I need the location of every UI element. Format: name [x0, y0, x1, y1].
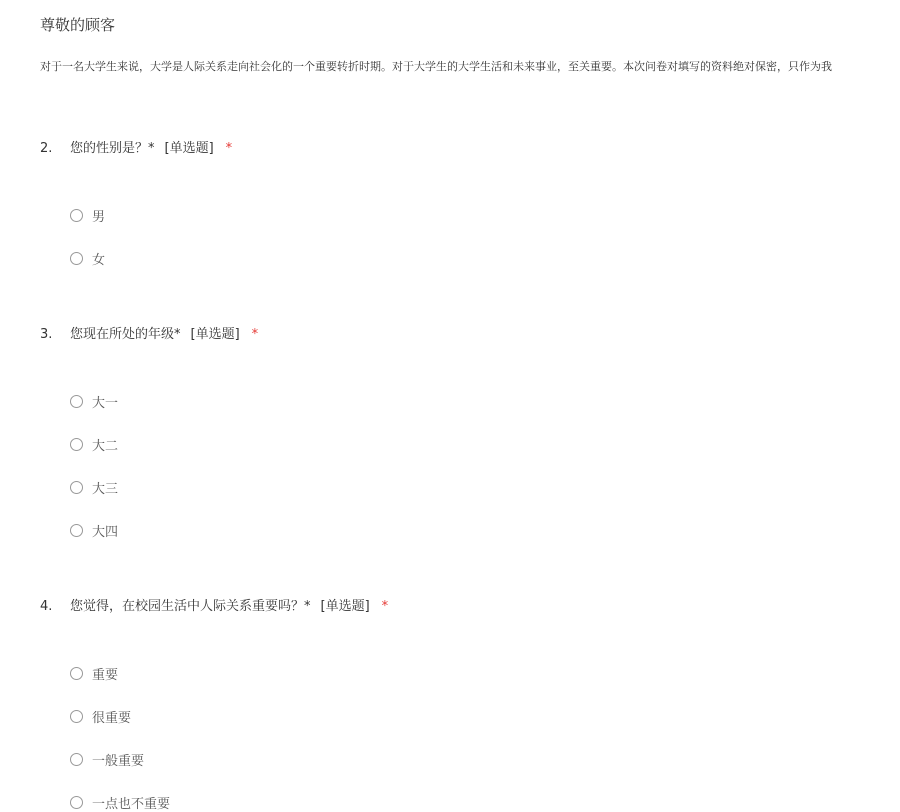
- greeting-title: 尊敬的顾客: [40, 16, 116, 34]
- option-label: 男: [92, 209, 106, 225]
- question-2-header: [40, 137, 232, 156]
- radio-button[interactable]: [70, 796, 83, 809]
- required-marker: *: [225, 141, 233, 156]
- question-number: 4.: [40, 599, 53, 614]
- option-male[interactable]: [70, 206, 105, 224]
- option-label: 大二: [92, 438, 119, 454]
- option-female[interactable]: [70, 249, 105, 267]
- question-title: 您觉得，在校园生活中人际关系重要吗？*: [70, 599, 311, 614]
- radio-button[interactable]: [70, 481, 83, 494]
- option-moderately-important[interactable]: [70, 750, 144, 768]
- option-senior[interactable]: [70, 521, 118, 539]
- radio-button[interactable]: [70, 209, 83, 222]
- question-number: 2.: [40, 141, 53, 156]
- option-label: 重要: [92, 667, 119, 683]
- option-label: 一点也不重要: [92, 796, 171, 812]
- option-junior[interactable]: [70, 478, 118, 496]
- option-important[interactable]: [70, 664, 118, 682]
- radio-button[interactable]: [70, 524, 83, 537]
- question-title: 您的性别是？*: [70, 141, 155, 156]
- option-freshman[interactable]: [70, 392, 118, 410]
- survey-intro: 对于一名大学生来说，大学是人际关系走向社会化的一个重要转折时期。对于大学生的大学生活和未来事业，至关重要。本次问卷对填写的资料绝对保密，只作为我: [40, 60, 832, 73]
- option-very-important[interactable]: [70, 707, 131, 725]
- required-marker: *: [251, 327, 259, 342]
- radio-button[interactable]: [70, 395, 83, 408]
- option-label: 大四: [92, 524, 119, 540]
- radio-button[interactable]: [70, 667, 83, 680]
- option-label: 大三: [92, 481, 119, 497]
- question-type: [单选题]: [190, 327, 240, 342]
- question-number: 3.: [40, 327, 53, 342]
- radio-button[interactable]: [70, 753, 83, 766]
- question-title: 您现在所处的年级*: [70, 327, 181, 342]
- option-label: 大一: [92, 395, 119, 411]
- required-marker: *: [381, 599, 389, 614]
- question-type: [单选题]: [164, 141, 214, 156]
- question-3-header: [40, 323, 258, 342]
- question-type: [单选题]: [320, 599, 370, 614]
- option-label: 很重要: [92, 710, 132, 726]
- option-label: 女: [92, 252, 106, 268]
- option-sophomore[interactable]: [70, 435, 118, 453]
- option-not-important[interactable]: [70, 793, 170, 811]
- radio-button[interactable]: [70, 710, 83, 723]
- radio-button[interactable]: [70, 252, 83, 265]
- question-4-header: [40, 595, 388, 614]
- option-label: 一般重要: [92, 753, 145, 769]
- radio-button[interactable]: [70, 438, 83, 451]
